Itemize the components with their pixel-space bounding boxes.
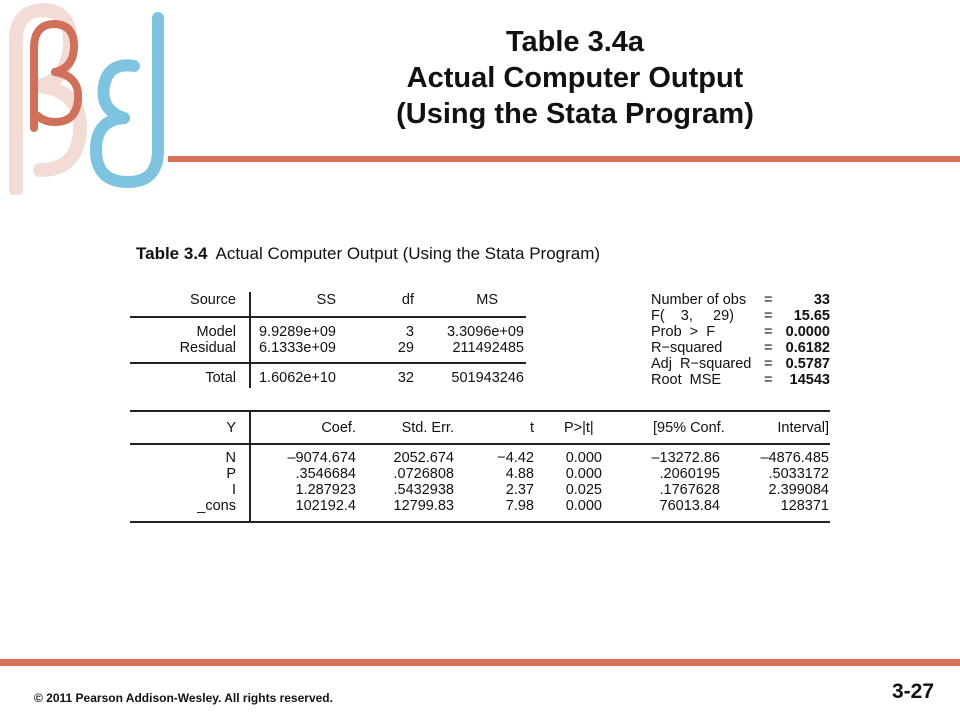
coef-cell: 4.88 [505,466,534,482]
anova-cell: Total [205,370,236,386]
title-line-2: Actual Computer Output [406,62,744,94]
stat-equals: = [764,356,773,372]
coef-cell: 128371 [780,498,829,514]
table-caption-number: Table 3.4 [136,244,208,263]
coef-cell: 0.000 [565,450,602,466]
stat-equals: = [764,372,773,388]
logo-beta [34,24,78,128]
anova-cell: Model [196,324,236,340]
anova-header-rule [130,316,526,318]
coef-cell: 2.399084 [768,482,829,498]
coef-cell: –9074.674 [287,450,356,466]
slide-title [360,24,790,132]
coef-header-se: Std. Err. [401,420,454,436]
coef-cell: 1.287923 [295,482,356,498]
stat-label: Number of obs [651,292,747,308]
anova-cell: 211492485 [452,340,524,356]
anova-cell: 3 [405,324,414,340]
stat-value: 14543 [789,372,830,388]
coef-bottom-rule [130,521,830,523]
coef-cell: .5432938 [393,482,454,498]
title-line-1: Table 3.4a [505,26,645,58]
stat-equals: = [764,308,773,324]
coef-cell: 0.000 [565,466,602,482]
coef-cell: 76013.84 [659,498,720,514]
coef-cell: −4.42 [497,450,534,466]
stat-value: 0.5787 [785,356,830,372]
stat-label: Adj R−squared [651,356,752,372]
coef-cell: 2.37 [505,482,534,498]
stat-equals: = [764,340,773,356]
coef-cell: P [226,466,236,482]
coef-cell: 102192.4 [295,498,356,514]
coef-header-ci-high: Interval] [777,420,829,436]
publisher-logo [0,0,175,195]
copyright-notice: © 2011 Pearson Addison-Wesley. All rights reserved. [34,691,333,705]
coef-cell: .5033172 [768,466,829,482]
title-line-3: (Using the Stata Program) [396,98,754,130]
stat-equals: = [764,292,773,308]
stat-label: Prob > F [651,324,716,340]
coef-header-t: t [529,420,534,436]
coef-header-rule [130,443,830,445]
anova-cell: Residual [179,340,236,356]
anova-cell: 501943246 [451,370,524,386]
coef-header-ci-low: [95% Conf. [653,420,725,436]
coef-cell: 12799.83 [393,498,454,514]
stat-value: 33 [813,292,830,308]
slide-number: 3-27 [891,680,934,703]
coef-cell: .3546684 [295,466,356,482]
coef-cell: 2052.674 [393,450,454,466]
anova-cell: 3.3096e+09 [446,324,524,340]
anova-cell: 1.6062e+10 [258,370,336,386]
anova-header-ms: MS [476,292,498,308]
coef-top-rule [130,410,830,412]
coef-cell: I [231,482,236,498]
anova-header-source: Source [190,292,236,308]
footer-rule [0,659,960,666]
coef-cell: N [225,450,236,466]
anova-header-ss: SS [316,292,336,308]
coef-cell: .0726808 [393,466,454,482]
stat-label: R−squared [651,340,723,356]
anova-cell: 32 [397,370,414,386]
stat-value: 0.6182 [785,340,830,356]
anova-cell: 9.9289e+09 [258,324,336,340]
stat-label: Root MSE [651,372,722,388]
coef-cell: –4876.485 [760,450,829,466]
coef-cell: _cons [197,498,236,514]
coef-header-coef: Coef. [321,420,356,436]
stat-value: 15.65 [793,308,830,324]
coef-cell: .2060195 [659,466,720,482]
anova-cell: 6.1333e+09 [258,340,336,356]
coef-cell: 0.000 [565,498,602,514]
coef-header-y: Y [226,420,236,436]
coef-cell: .1767628 [659,482,720,498]
coef-cell: 7.98 [505,498,534,514]
stat-value: 0.0000 [785,324,830,340]
anova-header-df: df [401,292,414,308]
table-caption [136,244,600,264]
anova-cell: 29 [397,340,414,356]
stat-equals: = [764,324,773,340]
stat-label: F( 3, 29) [651,308,734,324]
logo-delta [96,18,158,182]
anova-total-rule [130,362,526,364]
coef-cell: –13272.86 [651,450,720,466]
coef-header-p: P>|t| [564,420,594,436]
table-caption-text: Actual Computer Output (Using the Stata Program) [215,244,601,263]
coef-divider [249,410,251,522]
coef-cell: 0.025 [565,482,602,498]
header-rule [168,156,960,162]
